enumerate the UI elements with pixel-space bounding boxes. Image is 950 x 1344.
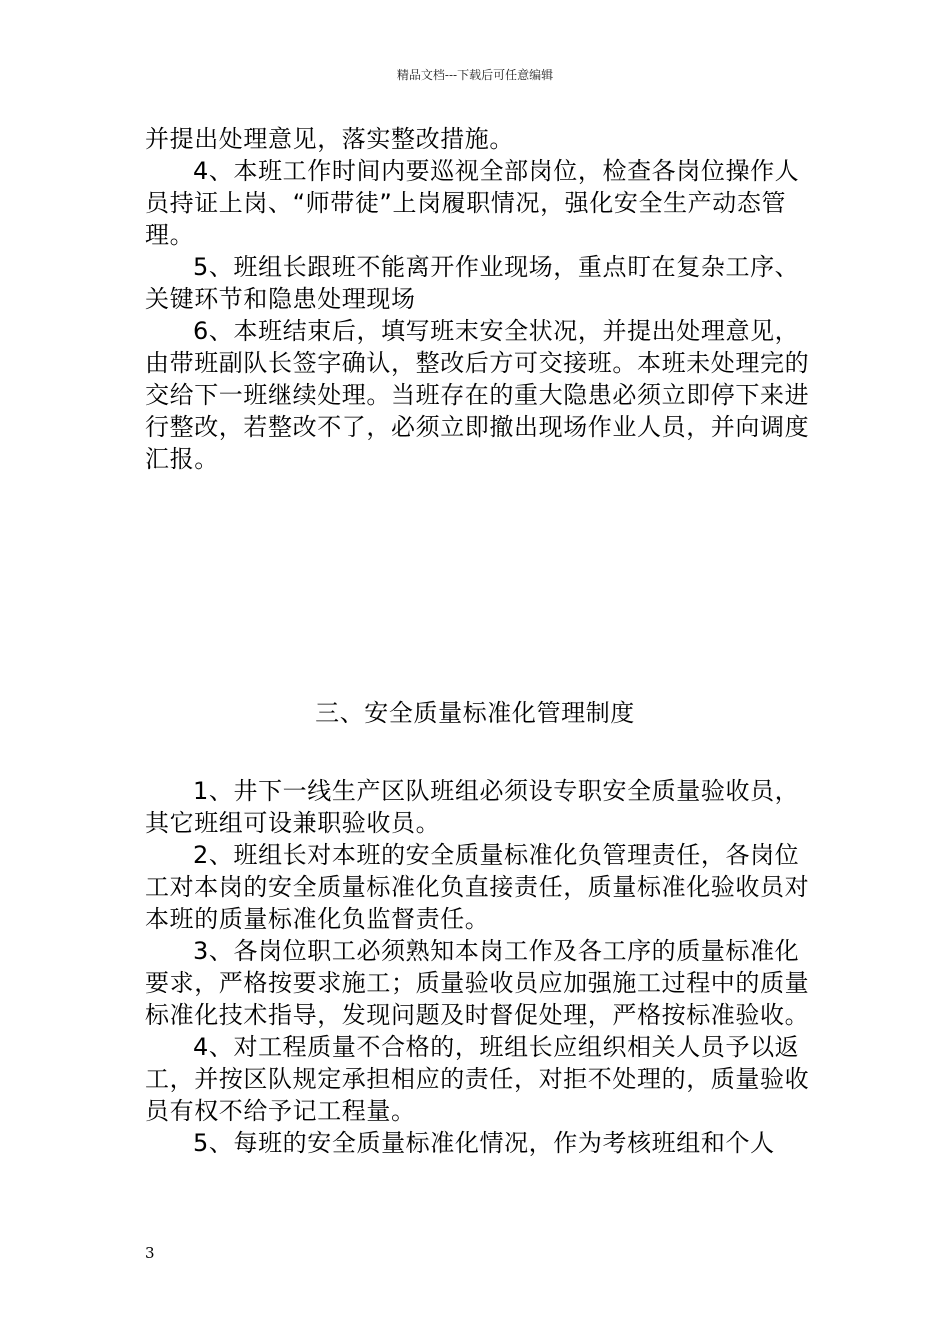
paragraph: 3、各岗位职工必须熟知本岗工作及各工序的质量标准化要求，严格按要求施工；质量验收员应加强施工过程中的质量标准化技术指导，发现问题及时督促处理，严格按标准验收。 [145,937,810,1029]
paragraph: 5、班组长跟班不能离开作业现场，重点盯在复杂工序、关键环节和隐患处理现场 [145,253,800,313]
paragraph: 4、本班工作时间内要巡视全部岗位，检查各岗位操作人员持证上岗、“师带徒”上岗履职情况，强化安全生产动态管理。 [145,157,800,249]
paragraph: 2、班组长对本班的安全质量标准化负管理责任，各岗位工对本岗的安全质量标准化负直接责任，质量标准化验收员对本班的质量标准化负监督责任。 [145,841,810,933]
bottom-text-block [145,775,815,1159]
page-header: 精品文档---下载后可任意编辑 [396,68,554,82]
page-number: 3 [145,1244,155,1262]
paragraph: 6、本班结束后，填写班末安全状况，并提出处理意见，由带班副队长签字确认，整改后方可交接班。本班未处理完的交给下一班继续处理。当班存在的重大隐患必须立即停下来进行整改，若整改不了，必须立即撤出现场作业人员，并向调度汇报。 [145,317,810,473]
paragraph: 并提出处理意见，落实整改措施。 [145,125,514,153]
paragraph: 4、对工程质量不合格的，班组长应组织相关人员予以返工，并按区队规定承担相应的责任，对拒不处理的，质量验收员有权不给予记工程量。 [145,1033,810,1125]
section-heading: 三、安全质量标准化管理制度 [315,699,635,727]
paragraph: 1、井下一线生产区队班组必须设专职安全质量验收员，其它班组可设兼职验收员。 [145,777,800,837]
paragraph: 5、每班的安全质量标准化情况，作为考核班组和个人 [193,1129,775,1157]
top-text-block [145,123,815,475]
